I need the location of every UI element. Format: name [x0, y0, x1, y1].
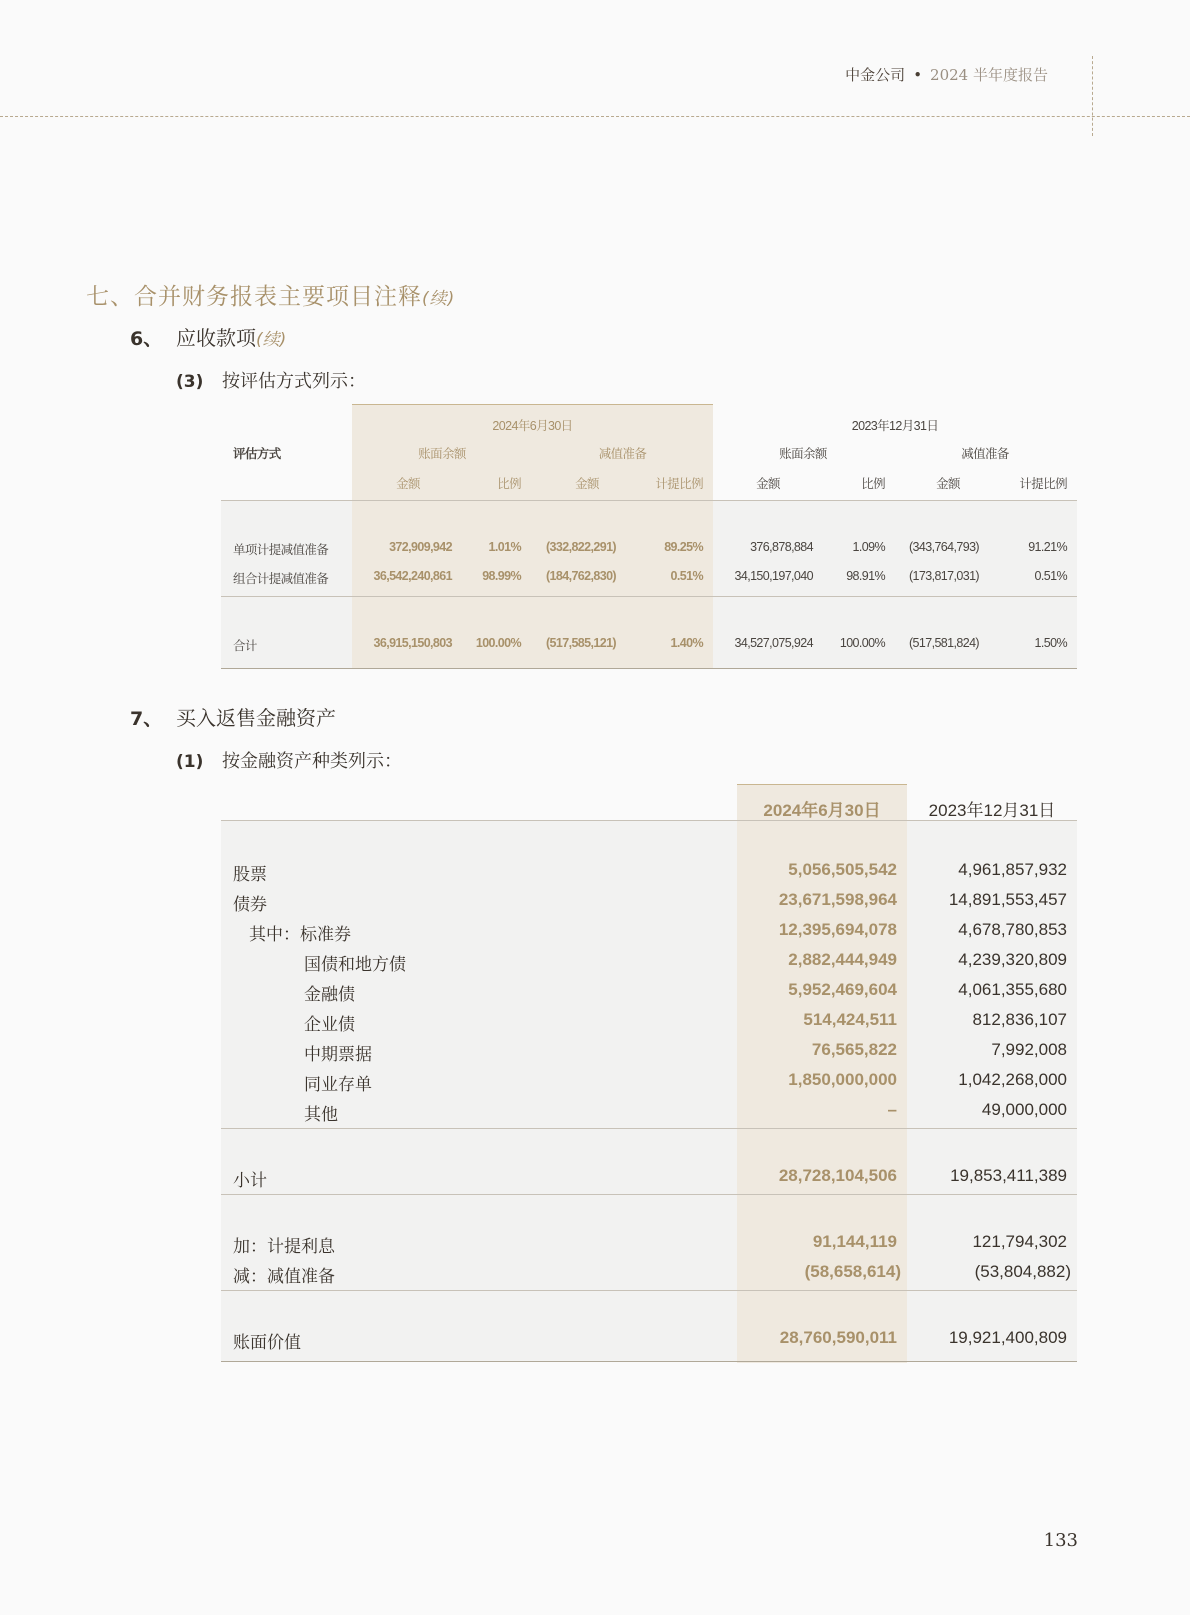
t1-grp-balance-prior: 账面余额: [779, 447, 827, 461]
t2-header-rule: [221, 820, 1077, 821]
t1-total-cell: 1.50%: [1034, 636, 1067, 650]
t1-sub-amount: 金额: [756, 477, 780, 491]
t2-less-prior: (53,804,882): [974, 1262, 1071, 1281]
t1-cell: 0.51%: [1034, 569, 1067, 583]
t2-prior-value: 812,836,107: [972, 1010, 1067, 1029]
t1-period-prior: 2023年12月31日: [851, 419, 939, 433]
t2-subtotal-label: 小计: [233, 1171, 267, 1190]
t2-less-label: 减：减值准备: [233, 1267, 335, 1286]
t2-row-label: 债券: [233, 895, 267, 914]
t1-cell: 1.09%: [852, 540, 885, 554]
t1-bottom-rule: [221, 668, 1077, 669]
t2-prior-value: 7,992,008: [991, 1040, 1067, 1059]
t2-prior-value: 1,042,268,000: [958, 1070, 1067, 1089]
t2-subtotal-rule: [221, 1128, 1077, 1129]
subsection-7-1-title: 按金融资产种类列示：: [222, 751, 402, 772]
table-row: [221, 1096, 1077, 1126]
t2-less-current: (58,658,614): [804, 1262, 901, 1281]
reverse-repo-table: [221, 784, 1077, 1364]
t2-row-label: 金融债: [304, 985, 355, 1004]
t2-current-value: –: [887, 1100, 897, 1119]
t1-total-cell: 1.40%: [670, 636, 703, 650]
t1-cell: 34,150,197,040: [734, 569, 813, 583]
t1-total-cell: (517,585,121): [545, 636, 616, 650]
t2-row-label: 国债和地方债: [304, 955, 406, 974]
t1-cell: 89.25%: [664, 540, 703, 554]
subsection-6-title: 应收款项: [176, 326, 256, 350]
t2-prior-value: 49,000,000: [981, 1100, 1067, 1119]
t1-total-cell: 36,915,150,803: [373, 636, 452, 650]
t1-col-method: 评估方式: [233, 447, 281, 461]
section-title-text: 七、合并财务报表主要项目注释: [86, 284, 422, 310]
subsection-7-num: 7、: [130, 708, 163, 730]
t2-book-rule: [221, 1290, 1077, 1291]
t2-row-label: 股票: [233, 865, 267, 884]
t1-sub-ratio: 比例: [861, 477, 885, 491]
t1-cell: (173,817,031): [908, 569, 979, 583]
t2-current-value: 5,952,469,604: [788, 980, 897, 999]
t1-sub-amount: 金额: [396, 477, 420, 491]
subsection-6-3-title: 按评估方式列示：: [222, 371, 366, 392]
t2-add-prior: 121,794,302: [972, 1232, 1067, 1251]
table-row-book-value: [221, 1324, 1077, 1354]
t2-head-prior: 2023年12月31日: [928, 801, 1056, 820]
t2-current-value: 5,056,505,542: [788, 860, 897, 879]
table-row: [221, 856, 1077, 886]
table-row-less: [221, 1258, 1077, 1288]
subsection-6-num: 6、: [130, 328, 163, 350]
t2-book-label: 账面价值: [233, 1333, 301, 1352]
t1-grp-provision-current: 减值准备: [598, 447, 647, 461]
t1-cell: (332,822,291): [545, 540, 616, 554]
t1-cell: 98.99%: [482, 569, 521, 583]
assessment-method-table: [221, 404, 1077, 670]
t2-row-label: 其他: [304, 1105, 338, 1124]
header-report: 2024 半年度报告: [930, 66, 1048, 84]
t1-header-rule: [221, 500, 1077, 501]
t2-current-value: 2,882,444,949: [788, 950, 897, 969]
t2-adjust-rule: [221, 1194, 1077, 1195]
t2-row-label: 同业存单: [304, 1075, 372, 1094]
t1-row-label: 组合计提减值准备: [233, 572, 329, 586]
table-row: [221, 946, 1077, 976]
t2-current-value: 514,424,511: [803, 1010, 897, 1029]
t2-current-value: 76,565,822: [811, 1040, 897, 1059]
t1-sub-amount: 金额: [575, 477, 599, 491]
t2-current-value: 12,395,694,078: [778, 920, 897, 939]
t2-bottom-rule: [221, 1361, 1077, 1362]
table-row: [221, 976, 1077, 1006]
section-title: [86, 278, 455, 311]
t1-cell: 0.51%: [670, 569, 703, 583]
t1-total-label: 合计: [233, 639, 257, 653]
table-row-subtotal: [221, 1162, 1077, 1192]
running-header: [845, 64, 1048, 85]
t1-cell: 98.91%: [846, 569, 885, 583]
table-row: [221, 1066, 1077, 1096]
subsection-7-1: [176, 747, 402, 773]
t1-period-current: 2024年6月30日: [492, 419, 573, 433]
subsection-7-title: 买入返售金融资产: [176, 706, 336, 730]
t2-prior-value: 14,891,553,457: [948, 890, 1067, 909]
table-row-add: [221, 1228, 1077, 1258]
subsection-6: [130, 322, 286, 351]
t1-grp-provision-prior: 减值准备: [961, 447, 1009, 461]
t2-prior-value: 4,239,320,809: [958, 950, 1067, 969]
t2-row-label: 企业债: [304, 1015, 355, 1034]
t2-subtotal-prior: 19,853,411,389: [950, 1166, 1067, 1185]
t1-cell: 36,542,240,861: [373, 569, 452, 583]
t1-cell: (343,764,793): [908, 540, 979, 554]
section-cont: (续): [422, 289, 456, 309]
subsection-7: [130, 702, 336, 731]
t1-cell: 1.01%: [488, 540, 521, 554]
table-row: [221, 1006, 1077, 1036]
t1-total-cell: 100.00%: [475, 636, 521, 650]
t2-row-label: 中期票据: [304, 1045, 372, 1064]
t1-sub-prov-ratio: 计提比例: [1019, 477, 1067, 491]
t1-cell: (184,762,830): [545, 569, 616, 583]
t2-prior-value: 4,061,355,680: [958, 980, 1067, 999]
subsection-7-1-num: (1): [176, 752, 204, 772]
t2-head-current: 2024年6月30日: [763, 801, 881, 820]
t1-sub-amount: 金额: [936, 477, 960, 491]
t1-total-cell: 34,527,075,924: [734, 636, 813, 650]
t2-row-label: 其中：标准券: [249, 925, 351, 944]
t2-book-prior: 19,921,400,809: [948, 1328, 1067, 1347]
t2-prior-value: 4,961,857,932: [958, 860, 1067, 879]
t1-sub-ratio: 比例: [497, 477, 521, 491]
t1-total-cell: 100.00%: [839, 636, 885, 650]
t2-prior-value: 4,678,780,853: [958, 920, 1067, 939]
header-divider: [0, 116, 1190, 117]
t1-sub-prov-ratio: 计提比例: [655, 477, 703, 491]
t1-total-cell: (517,581,824): [908, 636, 979, 650]
table-row: [221, 916, 1077, 946]
t2-current-value: 1,850,000,000: [788, 1070, 897, 1089]
t1-grp-balance-current: 账面余额: [418, 447, 466, 461]
header-vertical-divider: [1092, 56, 1093, 136]
t1-cell: 372,909,942: [389, 540, 452, 554]
header-company: 中金公司: [845, 66, 906, 84]
t1-cell: 376,878,884: [750, 540, 813, 554]
subsection-6-cont: (续): [256, 330, 287, 350]
t2-add-label: 加：计提利息: [233, 1237, 335, 1256]
t1-row-label: 单项计提减值准备: [233, 543, 329, 557]
table-row: [221, 1036, 1077, 1066]
page-number: 133: [1043, 1530, 1078, 1551]
t2-book-current: 28,760,590,011: [779, 1328, 897, 1347]
subsection-6-3-num: (3): [176, 372, 204, 392]
table-row: [221, 886, 1077, 916]
t2-subtotal-current: 28,728,104,506: [778, 1166, 897, 1185]
t1-total-rule: [221, 596, 1077, 597]
subsection-6-3: [176, 367, 366, 393]
t1-cell: 91.21%: [1028, 540, 1067, 554]
header-separator: •: [913, 66, 923, 84]
t2-current-value: 23,671,598,964: [778, 890, 897, 909]
t2-add-current: 91,144,119: [812, 1232, 897, 1251]
